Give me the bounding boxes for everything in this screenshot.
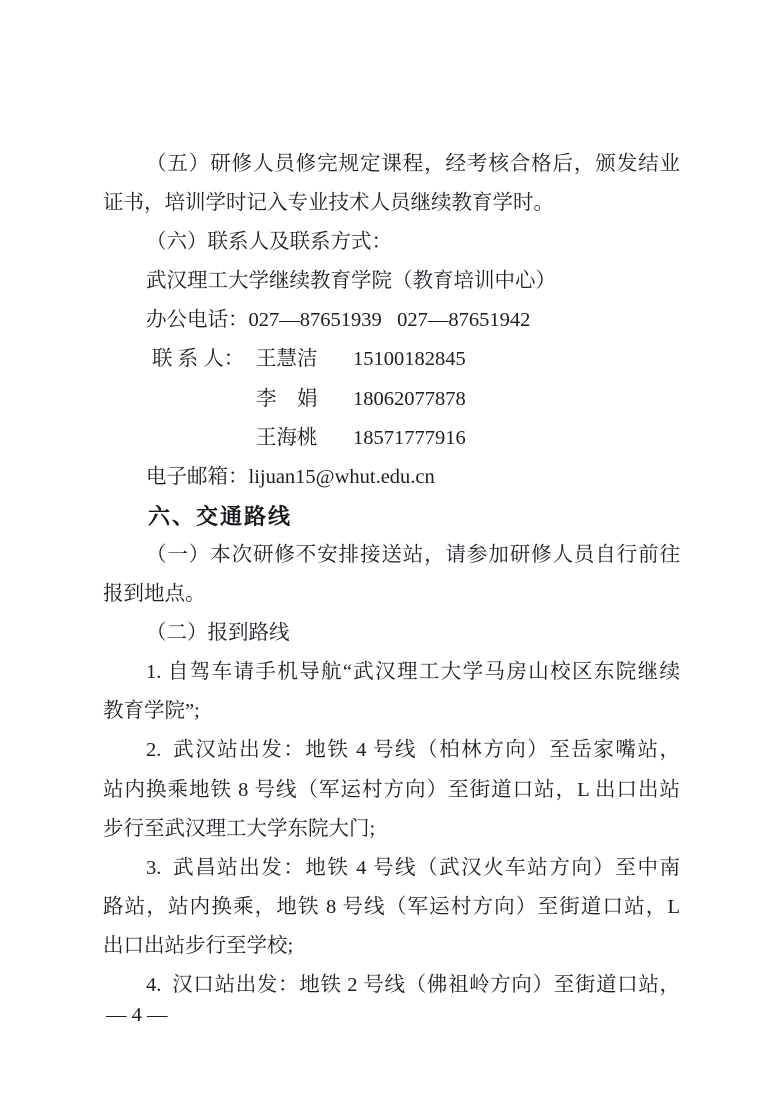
contact-name: 王海桃 [256, 426, 318, 449]
paragraph-item5-line1: （五）研修人员修完规定课程，经考核合格后，颁发结业 [146, 153, 680, 175]
email-line: 电子邮箱：lijuan15@whut.edu.cn [146, 465, 435, 488]
route4-line1: 4. 汉口站出发：地铁 2 号线（佛祖岭方向）至街道口站， [146, 973, 680, 996]
route3-line3: 出口出站步行至学校; [103, 934, 294, 957]
contact-phone: 18571777916 [353, 426, 466, 449]
route1-line2: 教育学院”; [103, 700, 200, 723]
document-body [103, 145, 680, 1005]
organization-name: 武汉理工大学继续教育学院（教育培训中心） [146, 270, 556, 293]
route2-line2: 站内换乘地铁 8 号线（军运村方向）至街道口站，L 出口出站 [103, 778, 680, 801]
contact-name: 李 娟 [256, 387, 318, 410]
contact-row [103, 340, 680, 379]
paragraph-item2-heading: （二）报到路线 [146, 622, 290, 645]
page-number: — 4 — [106, 1004, 168, 1026]
paragraph-item1-line2: 报到地点。 [103, 583, 206, 606]
route2-line3: 步行至武汉理工大学东院大门; [103, 817, 376, 840]
route1-line1: 1. 自驾车请手机导航“武汉理工大学马房山校区东院继续 [146, 661, 680, 684]
paragraph-item6-heading: （六）联系人及联系方式： [146, 231, 392, 254]
contact-phone: 18062077878 [353, 387, 466, 410]
paragraph-item5-line2: 证书，培训学时记入专业技术人员继续教育学时。 [103, 192, 554, 215]
route3-line2: 路站，站内换乘，地铁 8 号线（军运村方向）至街道口站，L [103, 895, 680, 918]
paragraph-item1-line1: （一）本次研修不安排接送站，请参加研修人员自行前往 [146, 543, 680, 566]
contact-row [103, 380, 680, 419]
contact-phone: 15100182845 [353, 348, 466, 371]
contact-label: 联 系 人： [152, 348, 245, 371]
section-heading-traffic-routes: 六、交通路线 [148, 503, 293, 529]
contact-name: 王慧洁 [256, 348, 318, 371]
route2-line1: 2. 武汉站出发：地铁 4 号线（柏林方向）至岳家嘴站， [146, 739, 680, 762]
contact-row [103, 419, 680, 458]
office-phone-line: 办公电话：027—87651939 027—87651942 [146, 309, 531, 332]
route3-line1: 3. 武昌站出发：地铁 4 号线（武汉火车站方向）至中南 [146, 856, 680, 879]
